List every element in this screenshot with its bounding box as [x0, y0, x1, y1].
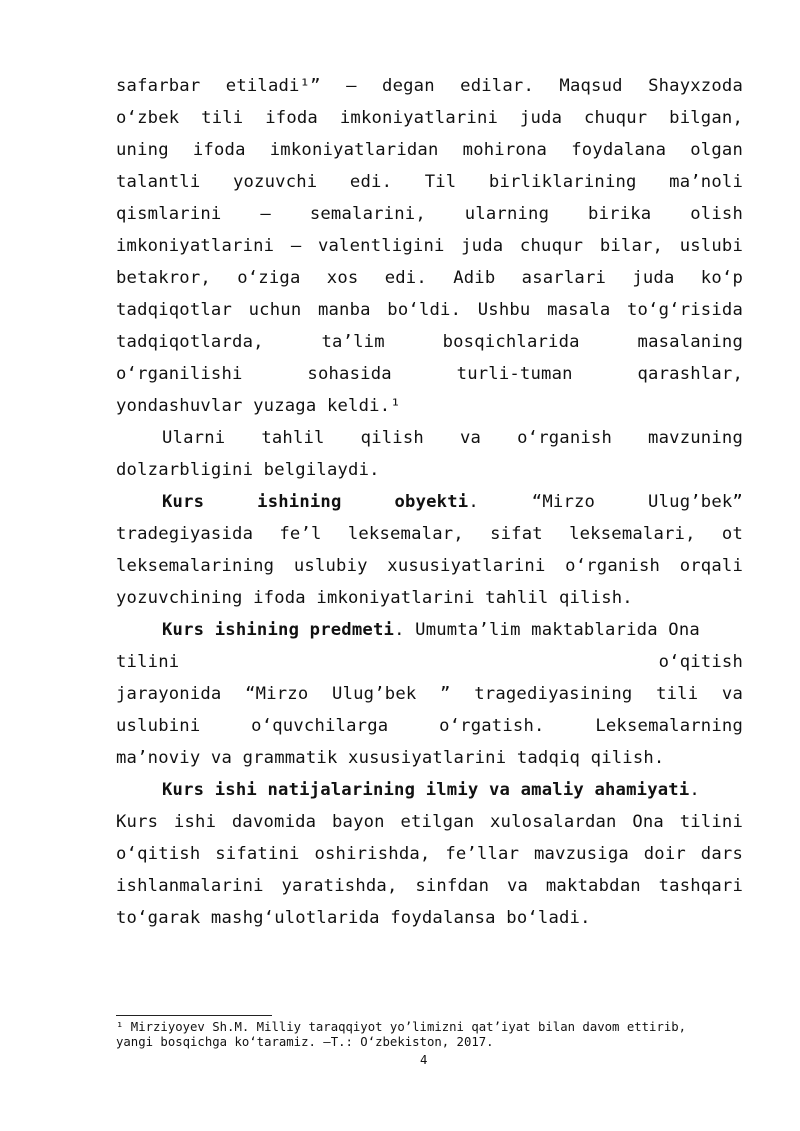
paragraph-ahamiyati	[116, 774, 743, 934]
section-heading: Kurs ishi natijalarining ilmiy va amaliy ahamiyati	[162, 780, 690, 800]
text-line	[116, 646, 743, 678]
footnote-line: yangi bosqichga ko‘taramiz. –T.: O‘zbekiston, 2017.	[116, 1034, 494, 1049]
text-fragment: tilini	[116, 652, 180, 672]
footnote-line: ¹ Mirziyoyev Sh.M. Milliy taraqqiyot yo’limizni qat’iyat bilan davom ettirib,	[116, 1020, 687, 1034]
text-line: talantli yozuvchi edi. Til birliklarining ma’noli	[116, 172, 743, 192]
page-number: 4	[420, 1053, 428, 1067]
text-line	[116, 774, 743, 806]
text-line: uslubini o‘quvchilarga o‘rgatish. Leksemalarning	[116, 716, 743, 736]
text-line: safarbar etiladi¹” – degan edilar. Maqsud Shayxzoda	[116, 76, 743, 96]
footnote-separator	[116, 1015, 272, 1016]
text-line: dolzarbligini belgilaydi.	[116, 460, 380, 480]
text-line: Ularni tahlil qilish va o‘rganish mavzuning	[162, 428, 743, 448]
footnote	[116, 1020, 743, 1049]
text-line: betakror, o‘ziga xos edi. Adib asarlari juda ko‘p	[116, 268, 743, 288]
text-line: o‘rganilishi sohasida turli-tuman qarashlar,	[116, 364, 743, 384]
text-line: uning ifoda imkoniyatlaridan mohirona foydalana olgan	[116, 140, 743, 160]
text-line: yondashuvlar yuzaga keldi.¹	[116, 396, 401, 416]
body-text	[116, 70, 743, 934]
text-line: o‘zbek tili ifoda imkoniyatlarini juda chuqur bilgan,	[116, 108, 743, 128]
section-heading: Kurs ishining predmeti	[162, 620, 395, 640]
text-line: qismlarini – semalarini, ularning birika olish	[116, 204, 743, 224]
text-line: yozuvchining ifoda imkoniyatlarini tahlil qilish.	[116, 588, 633, 608]
heading-continuation: . “Mirzo Ulug’bek”	[468, 492, 743, 512]
heading-continuation: .	[689, 780, 700, 800]
text-fragment: o‘qitish	[658, 652, 743, 672]
section-heading: Kurs ishining obyekti	[162, 492, 469, 512]
text-line: Kurs ishi davomida bayon etilgan xulosalardan Ona tilini	[116, 812, 743, 832]
text-line	[116, 486, 743, 518]
text-line	[116, 614, 743, 646]
text-line: ishlanmalarini yaratishda, sinfdan va maktabdan tashqari	[116, 876, 743, 896]
paragraph-obyekt	[116, 486, 743, 614]
text-line: leksemalarining uslubiy xususiyatlarini o‘rganish orqali	[116, 556, 743, 576]
text-line: tadqiqotlar uchun manba bo‘ldi. Ushbu masala to‘g‘risida	[116, 300, 743, 320]
text-line: ma’noviy va grammatik xususiyatlarini tadqiq qilish.	[116, 748, 665, 768]
text-line: o‘qitish sifatini oshirishda, fe’llar mavzusiga doir dars	[116, 844, 743, 864]
paragraph-predmet	[116, 614, 743, 774]
text-line: tadqiqotlarda, ta’lim bosqichlarida masalaning	[116, 332, 743, 352]
heading-continuation: . Umumta’lim maktablarida Ona	[394, 620, 700, 640]
text-line: tradegiyasida fe’l leksemalar, sifat leksemalari, ot	[116, 524, 743, 544]
text-line: to‘garak mashg‘ulotlarida foydalansa bo‘ladi.	[116, 908, 591, 928]
paragraph-2	[116, 422, 743, 486]
text-line: imkoniyatlarini – valentligini juda chuqur bilar, uslubi	[116, 236, 743, 256]
text-line: jarayonida “Mirzo Ulug’bek ” tragediyasining tili va	[116, 684, 743, 704]
paragraph-1	[116, 70, 743, 422]
